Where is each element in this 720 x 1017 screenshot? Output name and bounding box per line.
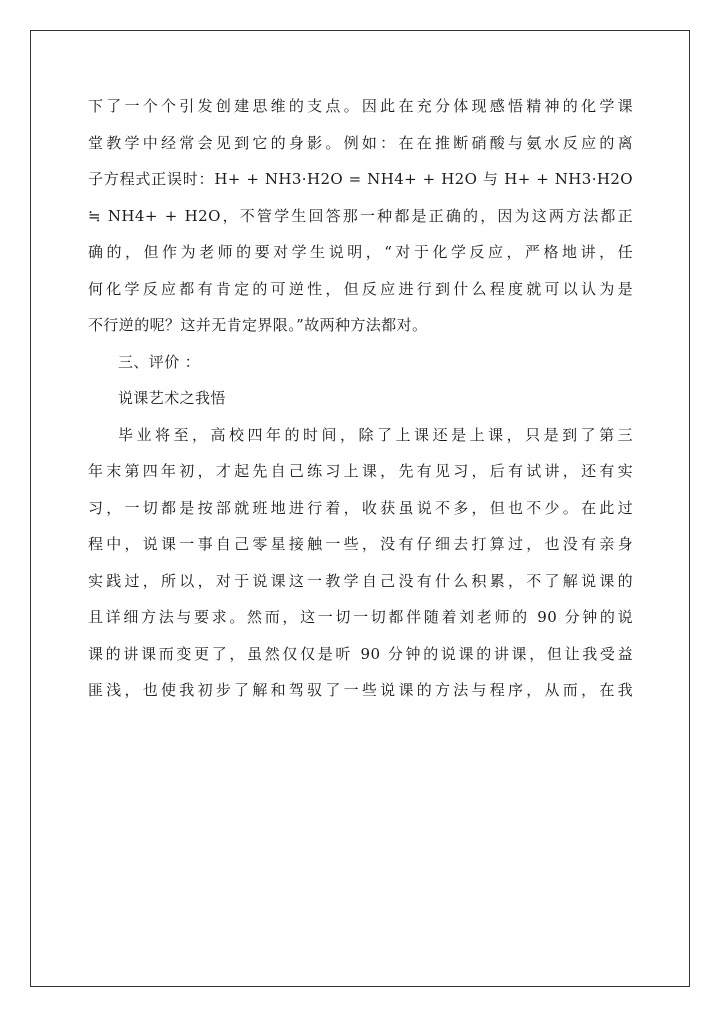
text-line: ≒ NH4+ + H2O，不管学生回答那一种都是正确的，因为这两方法都正	[88, 206, 633, 225]
text-line: 下了一个个引发创建思维的支点。因此在充分体现感悟精神的化学课	[88, 97, 633, 115]
text-line: 程中，说课一事自己零星接触一些，没有仔细去打算过，也没有亲身	[88, 535, 633, 553]
section-heading: 三、评价 ：	[118, 352, 201, 371]
document-body	[88, 88, 633, 709]
text-line: 且详细方法与要求。然而，这一切一切都伴随着刘老师的 90 分钟的说	[88, 608, 633, 626]
text-line: 年末第四年初，才起先自己练习上课，先有见习，后有试讲，还有实	[88, 462, 633, 480]
text-line: 毕业将至，高校四年的时间，除了上课还是上课，只是到了第三	[118, 425, 633, 444]
text-line: 堂教学中经常会见到它的身影。例如：在在推断硝酸与氨水反应的离	[88, 133, 633, 152]
text-line: 课的讲课而变更了，虽然仅仅是听 90 分钟的说课的讲课，但让我受益	[88, 644, 633, 663]
text-line: 确的，但作为老师的要对学生说明，“对于化学反应，严格地讲，任	[88, 243, 633, 261]
text-line: 不行逆的呢？这并无肯定界限。”故两种方法都对。	[88, 316, 428, 334]
article-title: 说课艺术之我悟	[118, 389, 226, 407]
text-line: 匪浅，也使我初步了解和驾驭了一些说课的方法与程序，从而，在我	[88, 681, 633, 699]
text-line: 何化学反应都有肯定的可逆性，但反应进行到什么程度就可以认为是	[88, 279, 633, 298]
text-line: 实践过，所以，对于说课这一教学自己没有什么积累，不了解说课的	[88, 571, 633, 590]
text-line: 子方程式正误时：H+ + NH3·H2O = NH4+ + H2O 与 H+ + NH3·H2O	[88, 170, 633, 188]
text-line: 习，一切都是按部就班地进行着，收获虽说不多，但也不少。在此过	[88, 498, 633, 517]
